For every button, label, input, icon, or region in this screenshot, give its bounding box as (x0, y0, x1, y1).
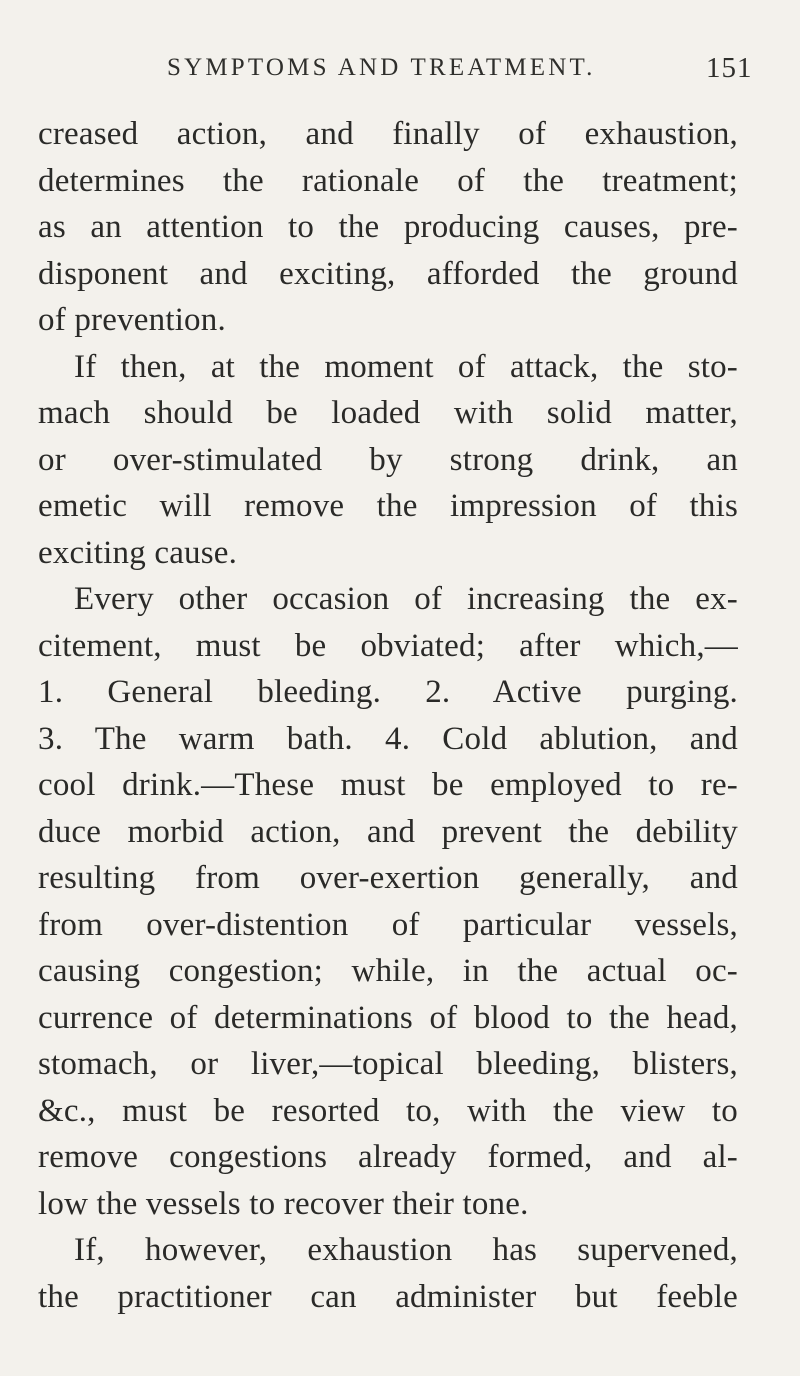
text-line: mach should be loaded with solid matter, (38, 395, 738, 431)
page-number: 151 (706, 52, 753, 84)
text-line: If, however, exhaustion has supervened, (74, 1232, 738, 1268)
text-line: determines the rationale of the treatment; (38, 162, 738, 199)
text-line: cool drink.—These must be employed to re- (38, 767, 738, 803)
text-line: from over-distention of particular vessels, (38, 906, 738, 943)
text-line: If then, at the moment of attack, the sto- (74, 348, 738, 385)
text-line: 1. General bleeding. 2. Active purging. (38, 674, 738, 710)
running-head (0, 50, 800, 90)
text-line: the practitioner can administer but feeble (38, 1278, 738, 1315)
text-line: as an attention to the producing causes, pre- (38, 209, 738, 245)
text-line: stomach, or liver,—topical bleeding, blisters, (38, 1046, 738, 1082)
body-text (38, 111, 738, 1320)
running-title: SYMPTOMS AND TREATMENT. (167, 54, 596, 81)
text-line: 3. The warm bath. 4. Cold ablution, and (38, 720, 738, 757)
text-line: Every other occasion of increasing the ex- (74, 581, 738, 617)
text-line: disponent and exciting, afforded the ground (38, 255, 738, 292)
text-line: or over-stimulated by strong drink, an (38, 441, 738, 478)
text-line: &c., must be resorted to, with the view to (38, 1092, 738, 1129)
text-line: low the vessels to recover their tone. (38, 1185, 529, 1222)
text-line: duce morbid action, and prevent the debility (38, 813, 738, 850)
text-line: emetic will remove the impression of this (38, 488, 738, 524)
text-line: of prevention. (38, 302, 226, 338)
text-line: remove congestions already formed, and al- (38, 1139, 738, 1175)
text-line: currence of determinations of blood to the head, (38, 999, 738, 1036)
text-line: causing congestion; while, in the actual oc- (38, 953, 738, 989)
text-line: resulting from over-exertion generally, and (38, 860, 738, 896)
text-line: exciting cause. (38, 534, 238, 571)
text-line: creased action, and finally of exhaustion, (38, 116, 738, 152)
text-line: citement, must be obviated; after which,— (38, 627, 738, 664)
